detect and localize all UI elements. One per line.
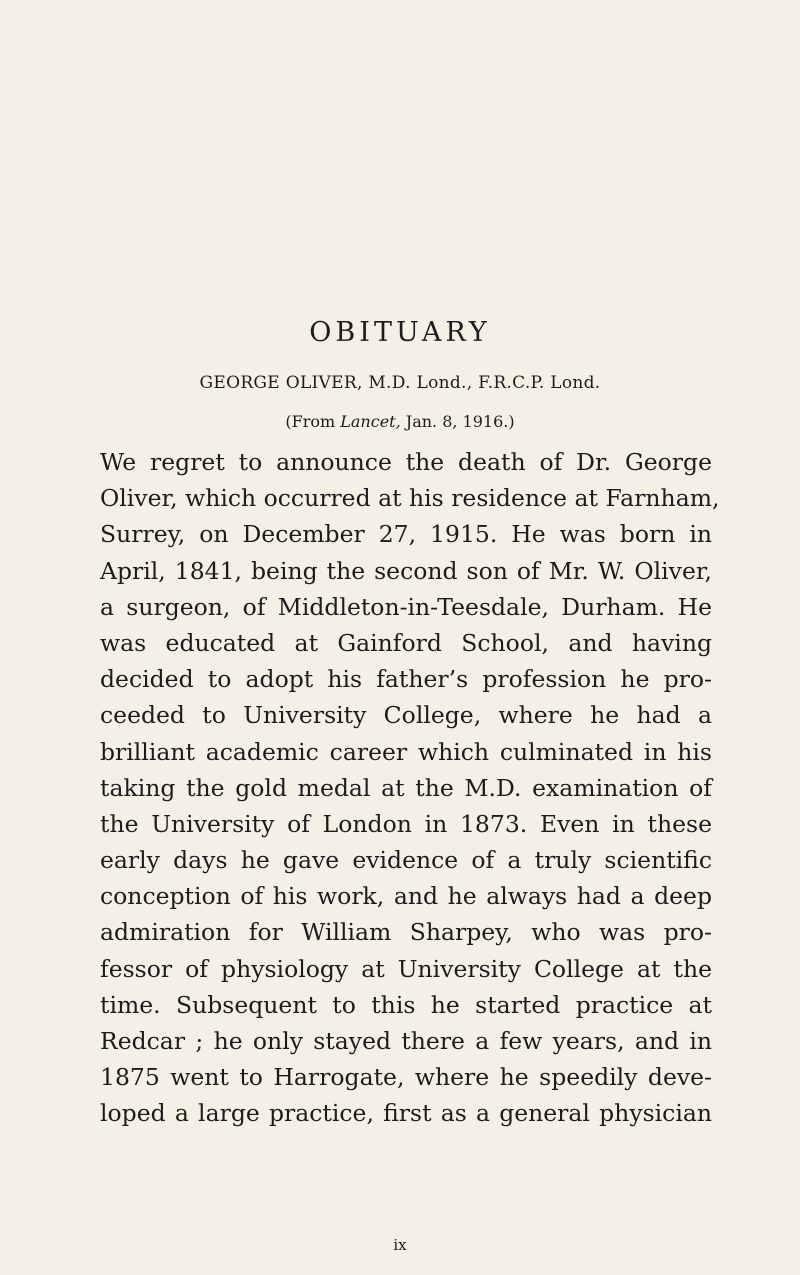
body-line: brilliant academic career which culminated in his xyxy=(100,737,712,766)
body-line: 1875 went to Harrogate, where he speedily deve- xyxy=(100,1063,712,1092)
body-line: fessor of physiology at University College at the xyxy=(100,954,712,983)
body-line: conception of his work, and he always had a deep xyxy=(100,882,712,911)
body-line: We regret to announce the death of Dr. George xyxy=(100,448,712,476)
source-citation xyxy=(0,412,800,432)
body-line: a surgeon, of Middleton-in-Teesdale, Durham. He xyxy=(100,592,712,621)
obituary-body xyxy=(100,444,720,1132)
body-line: the University of London in 1873. Even in these xyxy=(100,809,712,838)
body-line: April, 1841, being the second son of Mr. W. Oliver, xyxy=(100,556,712,585)
body-line: early days he gave evidence of a truly scientific xyxy=(100,846,712,875)
source-prefix: (From xyxy=(285,412,341,431)
body-line: was educated at Gainford School, and having xyxy=(100,628,712,657)
page-title: OBITUARY xyxy=(309,317,491,348)
page-number: ix xyxy=(393,1236,407,1254)
source-journal: Lancet, xyxy=(340,412,401,431)
body-line: loped a large practice, first as a general physician xyxy=(100,1099,712,1128)
obituary-subject: GEORGE OLIVER, M.D. Lond., F.R.C.P. Lond. xyxy=(199,373,601,393)
body-line: decided to adopt his father’s profession he pro- xyxy=(100,665,712,694)
body-line: Oliver, which occurred at his residence at Farnham, xyxy=(100,484,720,513)
body-line: ceeded to University College, where he had a xyxy=(100,701,712,730)
body-line: Redcar ; he only stayed there a few years, and in xyxy=(100,1027,712,1055)
body-line: admiration for William Sharpey, who was pro- xyxy=(100,918,712,947)
body-line: taking the gold medal at the M.D. examination of xyxy=(100,773,712,802)
body-line: Surrey, on December 27, 1915. He was born in xyxy=(100,520,712,549)
source-suffix: Jan. 8, 1916.) xyxy=(400,412,515,431)
body-line: time. Subsequent to this he started practice at xyxy=(100,990,712,1019)
